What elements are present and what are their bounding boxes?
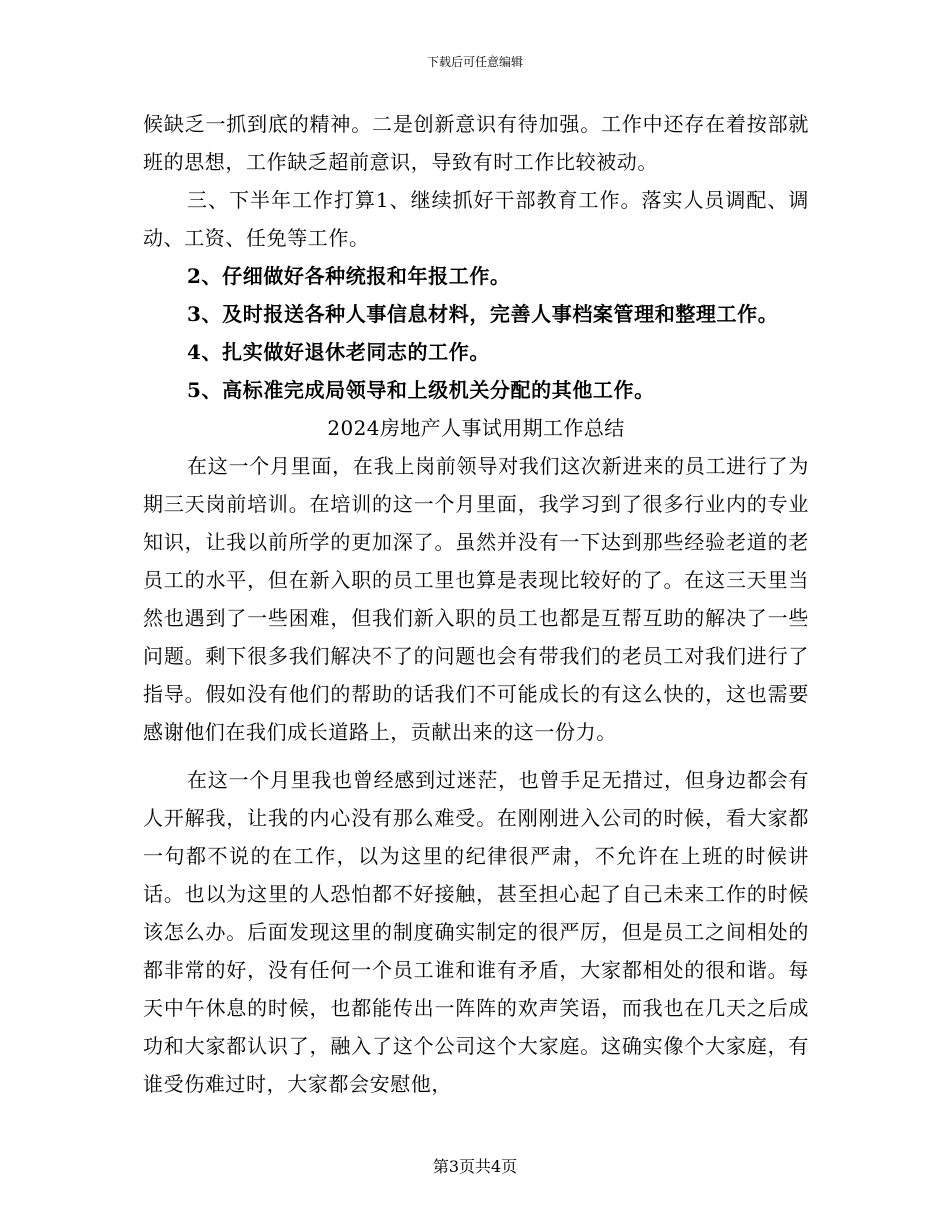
section-title: 2024房地产人事试用期工作总结: [327, 416, 625, 440]
list-item-4: 4、扎实做好退休老同志的工作。: [187, 340, 490, 364]
list-item-3: 3、及时报送各种人事信息材料，完善人事档案管理和整理工作。: [187, 302, 779, 326]
list-item-5: 5、高标准完成局领导和上级机关分配的其他工作。: [187, 378, 655, 402]
paragraph-continued: 候缺乏一抓到底的精神。二是创新意识有待加强。工作中还存在着按部就班的思想，工作缺乏超前意识，导致有时工作比较被动。: [143, 112, 809, 174]
page-header: 下载后可任意编辑: [426, 55, 523, 69]
paragraph-gap: [143, 751, 809, 761]
paragraph-training: 在这一个月里面，在我上岗前领导对我们这次新进来的员工进行了为期三天岗前培训。在培训的这一个月里面，我学习到了很多行业内的专业知识，让我以前所学的更加深了。虽然并没有一下达到那些经验老道的老员工的水平，但在新入职的员工里也算是表现比较好的了。在这三天里当然也遇到了一些困难，但我们新入职的员工也都是互帮互助的解决了一些问题。剩下很多我们解决不了的问题也会有带我们的老员工对我们进行了指导。假如没有他们的帮助的话我们不可能成长的有这么快的，这也需要感谢他们在我们成长道路上，贡献出来的这一份力。: [143, 454, 809, 744]
paragraph-experience: 在这一个月里我也曾经感到过迷茫，也曾手足无措过，但身边都会有人开解我，让我的内心没有那么难受。在刚刚进入公司的时候，看大家都一句都不说的在工作，以为这里的纪律很严肃，不允许在上班的时候讲话。也以为这里的人恐怕都不好接触，甚至担心起了自己未来工作的时候该怎么办。后面发现这里的制度确实制定的很严厉，但是员工之间相处的都非常的好，没有任何一个员工谁和谁有矛盾，大家都相处的很和谐。每天中午休息的时候，也都能传出一阵阵的欢声笑语，而我也在几天之后成功和大家都认识了，融入了这个公司这个大家庭。这确实像个大家庭，有谁受伤难过时，大家都会安慰他，: [143, 768, 809, 1096]
document-body: [143, 105, 809, 1103]
paragraph-plan-heading: 三、下半年工作打算1、继续抓好干部教育工作。落实人员调配、调动、工资、任免等工作。: [143, 188, 809, 250]
list-item-2: 2、仔细做好各种统报和年报工作。: [187, 264, 511, 288]
page-footer: 第3页共4页: [432, 1157, 518, 1176]
